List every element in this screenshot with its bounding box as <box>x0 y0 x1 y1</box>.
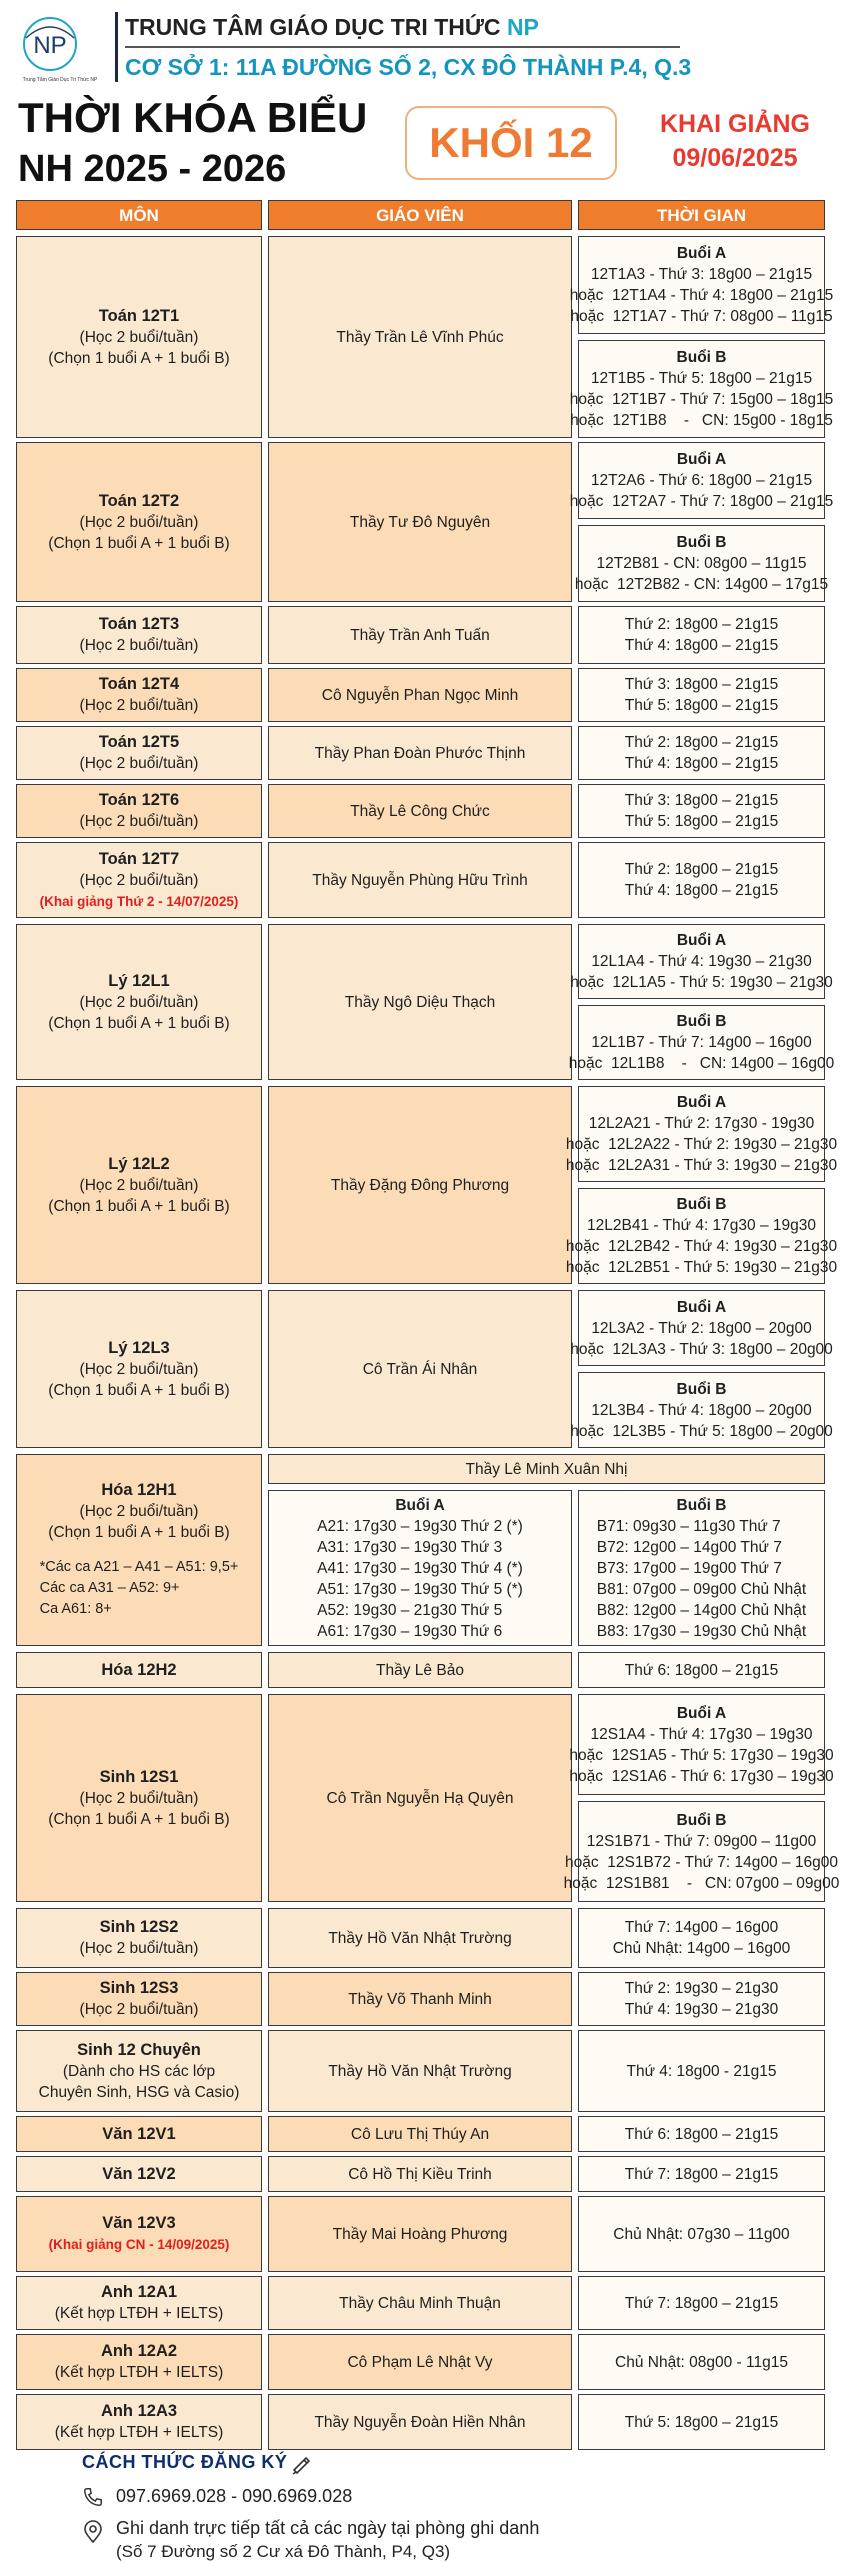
subject-cell <box>16 2334 262 2390</box>
phone-numbers: 097.6969.028 - 090.6969.028 <box>116 2486 353 2506</box>
teacher-cell <box>268 784 572 838</box>
class-sessions: (Học 2 buổi/tuần) (Chọn 1 buổi A + 1 buổi B) <box>48 993 230 1032</box>
location-pin-icon <box>82 2520 104 2544</box>
teacher-name: Cô Phạm Lê Nhật Vy <box>347 2353 493 2371</box>
subject-cell <box>16 236 262 438</box>
subject-cell <box>16 2030 262 2112</box>
handshake-pen-icon <box>290 2452 314 2476</box>
session-times: 12L3B4 - Thứ 4: 18g00 – 20g00 hoặc 12L3B5 - Thứ 5: 18g00 – 20g00 <box>570 1401 833 1440</box>
time-cell-session-a <box>570 924 833 999</box>
opening-note: (Khai giảng Thứ 2 - 14/07/2025) <box>39 893 239 909</box>
teacher-name: Thầy Lê Bảo <box>376 1661 464 1679</box>
time-cell <box>578 2030 825 2112</box>
time-cell <box>578 2394 825 2450</box>
subject-cell <box>16 668 262 722</box>
session-title: Buổi A <box>676 1094 727 1111</box>
class-sessions: (Kết hợp LTĐH + IELTS) <box>54 2424 224 2441</box>
class-time: Chủ Nhật: 08g00 - 11g15 <box>615 2353 788 2371</box>
branch-address: CƠ SỞ 1: 11A ĐƯỜNG SỐ 2, CX ĐÔ THÀNH P.4, Q.3 <box>125 54 692 80</box>
session-times: B71: 09g30 – 11g30 Thứ 7 B72: 12g00 – 14g00 Thứ 7 B73: 17g00 – 19g00 Thứ 7 B81: 07g00 – 09g00 Chủ Nhật B82: 12g00 – 14g00 Chủ Nhật B83: 17g30 – 19g30 Chủ Nhật <box>596 1517 807 1640</box>
subject-cell <box>16 1086 262 1284</box>
class-name: Toán 12T1 <box>98 306 180 325</box>
session-title: Buổi A <box>676 451 727 468</box>
time-cell-session-a <box>565 1086 838 1182</box>
teacher-cell <box>268 668 572 722</box>
teacher-cell <box>268 2196 572 2272</box>
class-name: Văn 12V2 <box>102 2164 176 2183</box>
teacher-cell <box>268 1454 825 1484</box>
teacher-cell <box>268 1290 572 1448</box>
teacher-name: Cô Trần Ái Nhân <box>362 1360 478 1378</box>
class-sessions: (Học 2 buổi/tuần) <box>79 755 199 772</box>
page-header <box>0 0 841 200</box>
time-cell-session-a <box>569 442 834 519</box>
teacher-name: Thầy Châu Minh Thuận <box>339 2294 501 2312</box>
session-title: Buổi B <box>676 1811 727 1829</box>
subject-cell <box>16 1454 262 1646</box>
class-sessions: (Học 2 buổi/tuần) (Chọn 1 buổi A + 1 buổi B) <box>48 1176 230 1215</box>
session-times: 12S1B71 - Thứ 7: 09g00 – 11g00 hoặc 12S1B72 - Thứ 7: 14g00 – 16g00 hoặc 12S1B81 - CN: 07g00 – 09g00 <box>563 1832 840 1892</box>
session-times: 12T1A3 - Thứ 3: 18g00 – 21g15 hoặc 12T1A4 - Thứ 4: 18g00 – 21g15 hoặc 12T1A7 - Thứ 7: 08g00 – 11g15 <box>569 266 834 325</box>
subject-cell <box>16 924 262 1080</box>
time-cell <box>578 1972 825 2026</box>
class-name: Hóa 12H1 <box>101 1481 177 1499</box>
session-title: Buổi A <box>676 245 727 262</box>
session-title: Buổi A <box>676 932 727 949</box>
class-time: Thứ 2: 18g00 – 21g15 Thứ 4: 18g00 – 21g15 <box>624 861 779 899</box>
class-time: Thứ 2: 18g00 – 21g15 Thứ 4: 18g00 – 21g15 <box>624 616 779 654</box>
class-name: Anh 12A3 <box>100 2402 178 2420</box>
session-title: Buổi A <box>676 1298 727 1316</box>
subject-cell <box>16 1908 262 1968</box>
time-cell <box>578 2196 825 2272</box>
subject-cell <box>16 2196 262 2272</box>
class-time: Thứ 6: 18g00 – 21g15 <box>624 2125 779 2143</box>
class-name: Lý 12L2 <box>108 1154 170 1173</box>
column-header <box>16 200 262 230</box>
subject-cell <box>16 726 262 780</box>
class-name: Toán 12T5 <box>98 733 180 751</box>
teacher-cell <box>268 236 572 438</box>
time-cell <box>578 726 825 780</box>
time-cell-session-a <box>570 1290 833 1366</box>
session-times: 12S1A4 - Thứ 4: 17g30 – 19g30 hoặc 12S1A5 - Thứ 5: 17g30 – 19g30 hoặc 12S1A6 - Thứ 6: 17g30 – 19g30 <box>569 1725 834 1785</box>
phone-icon <box>82 2486 104 2508</box>
class-sessions: (Học 2 buổi/tuần) <box>79 1940 199 1957</box>
session-title: Buổi B <box>676 1196 727 1213</box>
session-title: Buổi A <box>395 1496 445 1514</box>
teacher-name: Thầy Nguyễn Đoàn Hiền Nhân <box>314 2413 526 2431</box>
teacher-cell <box>268 1694 572 1902</box>
teacher-cell <box>268 2276 572 2330</box>
registration-location: (Số 7 Đường số 2 Cư xá Đô Thành, P4, Q3) <box>116 2542 451 2561</box>
teacher-name: Thầy Nguyễn Phùng Hữu Trình <box>312 871 528 889</box>
class-time: Thứ 3: 18g00 – 21g15 Thứ 5: 18g00 – 21g15 <box>624 676 779 714</box>
class-time: Thứ 2: 19g30 – 21g30 Thứ 4: 19g30 – 21g30 <box>624 1980 779 2018</box>
session-times: 12T1B5 - Thứ 5: 18g00 – 21g15 hoặc 12T1B7 - Thứ 7: 15g00 – 18g15 hoặc 12T1B8 - CN: 15g00 - 18g15 <box>569 370 834 429</box>
time-cell-session-b <box>569 340 834 438</box>
class-time: Thứ 5: 18g00 – 21g15 <box>624 2413 779 2431</box>
teacher-name: Thầy Hồ Văn Nhật Trường <box>328 1929 512 1947</box>
column-header <box>578 200 825 230</box>
subject-cell <box>16 442 262 602</box>
time-cell-session-a <box>268 1490 572 1646</box>
class-time: Chủ Nhật: 07g30 – 11g00 <box>613 2225 790 2243</box>
class-name: Toán 12T4 <box>98 675 180 693</box>
time-cell <box>578 1652 825 1688</box>
class-time: Thứ 7: 18g00 – 21g15 <box>624 2294 779 2312</box>
teacher-cell <box>268 842 572 918</box>
class-sessions: (Học 2 buổi/tuần) <box>79 697 199 714</box>
subject-cell <box>16 1652 262 1688</box>
time-cell <box>578 668 825 722</box>
teacher-name: Thầy Ngô Diệu Thạch <box>344 993 496 1011</box>
class-name: Sinh 12S1 <box>99 1767 179 1786</box>
subject-cell <box>16 784 262 838</box>
class-sessions: (Học 2 buổi/tuần) <box>79 2001 199 2018</box>
column-header-label: THỜI GIAN <box>656 205 747 225</box>
class-sessions: (Học 2 buổi/tuần) (Chọn 1 buổi A + 1 buổi B) <box>48 1503 230 1541</box>
time-cell-session-b <box>578 1490 825 1646</box>
class-time: Thứ 2: 18g00 – 21g15 Thứ 4: 18g00 – 21g15 <box>624 734 779 772</box>
teacher-cell <box>268 1972 572 2026</box>
school-year: NH 2025 - 2026 <box>18 148 287 190</box>
opening-note: (Khai giảng CN - 14/09/2025) <box>48 2237 230 2252</box>
teacher-cell <box>268 606 572 664</box>
session-times: 12L3A2 - Thứ 2: 18g00 – 20g00 hoặc 12L3A3 - Thứ 3: 18g00 – 20g00 <box>570 1319 833 1358</box>
teacher-name: Thầy Phan Đoàn Phước Thịnh <box>314 744 526 762</box>
class-name: Toán 12T6 <box>98 791 180 809</box>
subject-cell <box>16 2116 262 2152</box>
class-name: Toán 12T2 <box>98 491 180 510</box>
center-name: TRUNG TÂM GIÁO DỤC TRI THỨC NP <box>125 14 539 40</box>
teacher-name: Thầy Mai Hoàng Phương <box>332 2225 508 2243</box>
teacher-name: Thầy Trần Anh Tuấn <box>350 626 490 644</box>
class-name: Hóa 12H2 <box>101 1660 177 1679</box>
teacher-cell <box>268 2394 572 2450</box>
time-cell <box>578 2276 825 2330</box>
class-name: Sinh 12 Chuyên <box>77 2040 201 2059</box>
subject-cell <box>16 1694 262 1902</box>
session-times: 12L2A21 - Thứ 2: 17g30 - 19g30 hoặc 12L2A22 - Thứ 2: 19g30 – 21g30 hoặc 12L2A31 - Thứ 3: 19g30 – 21g30 <box>565 1115 838 1174</box>
session-title: Buổi B <box>676 1013 727 1030</box>
class-time: Thứ 6: 18g00 – 21g15 <box>624 1661 779 1679</box>
time-cell <box>578 842 825 918</box>
teacher-cell <box>268 2156 572 2192</box>
registration-title: CÁCH THỨC ĐĂNG KÝ <box>82 2452 288 2472</box>
teacher-cell <box>268 1652 572 1688</box>
class-sessions: (Học 2 buổi/tuần) (Chọn 1 buổi A + 1 buổi B) <box>48 1789 230 1828</box>
class-name: Sinh 12S3 <box>99 1979 179 1997</box>
session-times: 12T2B81 - CN: 08g00 – 11g15 hoặc 12T2B82 - CN: 14g00 – 17g15 <box>574 555 829 593</box>
class-name: Văn 12V3 <box>102 2214 176 2232</box>
grade-requirements: *Các ca A21 – A41 – A51: 9,5+ Các ca A31 – A52: 9+ Ca A61: 8+ <box>39 1559 239 1617</box>
time-cell <box>578 784 825 838</box>
teacher-name: Thầy Hồ Văn Nhật Trường <box>328 2062 512 2080</box>
class-sessions: (Học 2 buổi/tuần) <box>79 637 199 654</box>
time-cell <box>578 2334 825 2390</box>
registration-address: Ghi danh trực tiếp tất cả các ngày tại phòng ghi danh <box>116 2518 540 2538</box>
class-name: Toán 12T3 <box>98 615 180 633</box>
teacher-name: Thầy Trần Lê Vĩnh Phúc <box>336 328 504 346</box>
class-name: Sinh 12S2 <box>99 1918 179 1936</box>
session-title: Buổi B <box>676 1380 727 1398</box>
header-divider <box>115 12 118 82</box>
session-times: A21: 17g30 – 19g30 Thứ 2 (*) A31: 17g30 – 19g30 Thứ 3 A41: 17g30 – 19g30 Thứ 4 (*) A51: 17g30 – 19g30 Thứ 5 (*) A52: 19g30 – 21g30 Thứ 5 A61: 17g30 – 19g30 Thứ 6 <box>317 1517 523 1640</box>
class-sessions: (Kết hợp LTĐH + IELTS) <box>54 2305 224 2322</box>
column-header-label: MÔN <box>119 205 159 225</box>
header-rule <box>125 46 680 48</box>
teacher-cell <box>268 442 572 602</box>
time-cell <box>578 2116 825 2152</box>
page-title: THỜI KHÓA BIỂU <box>18 94 368 141</box>
np-logo <box>12 12 108 84</box>
class-time: Thứ 7: 14g00 – 16g00 Chủ Nhật: 14g00 – 16g00 <box>612 1919 791 1957</box>
column-header <box>268 200 572 230</box>
time-cell <box>578 2156 825 2192</box>
teacher-name: Thầy Tư Đô Nguyên <box>349 513 491 531</box>
session-title: Buổi A <box>676 1704 727 1722</box>
class-name: Anh 12A2 <box>100 2342 178 2360</box>
class-sessions: (Học 2 buổi/tuần) <box>79 813 199 830</box>
teacher-cell <box>268 726 572 780</box>
teacher-cell <box>268 1086 572 1284</box>
subject-cell <box>16 2156 262 2192</box>
class-sessions: (Kết hợp LTĐH + IELTS) <box>54 2364 224 2381</box>
time-cell-session-b <box>574 525 829 602</box>
class-time: Thứ 3: 18g00 – 21g15 Thứ 5: 18g00 – 21g15 <box>624 792 779 830</box>
registration-footer <box>0 2444 841 2560</box>
subject-cell <box>16 1972 262 2026</box>
teacher-name: Thầy Võ Thanh Minh <box>348 1990 492 2008</box>
subject-cell <box>16 2394 262 2450</box>
subject-cell <box>16 606 262 664</box>
teacher-cell <box>268 2030 572 2112</box>
session-title: Buổi B <box>676 349 727 366</box>
class-sessions: (Dành cho HS các lớp Chuyên Sinh, HSG và Casio) <box>38 2062 240 2101</box>
class-sessions: (Học 2 buổi/tuần) (Chọn 1 buổi A + 1 buổi B) <box>48 513 230 552</box>
svg-text:NP: NP <box>33 32 67 59</box>
session-times: 12L1A4 - Thứ 4: 19g30 – 21g30 hoặc 12L1A5 - Thứ 5: 19g30 – 21g30 <box>570 953 833 991</box>
class-time: Thứ 4: 18g00 - 21g15 <box>626 2062 777 2080</box>
session-times: 12T2A6 - Thứ 6: 18g00 – 21g15 hoặc 12T2A7 - Thứ 7: 18g00 – 21g15 <box>569 472 834 510</box>
grade-badge: KHỐI 12 <box>405 106 617 180</box>
class-name: Toán 12T7 <box>98 849 180 868</box>
opening-label: KHAI GIẢNG <box>660 110 810 138</box>
teacher-name: Thầy Lê Minh Xuân Nhị <box>465 1460 628 1478</box>
class-name: Văn 12V1 <box>102 2124 176 2143</box>
time-cell-session-b <box>563 1801 840 1902</box>
time-cell-session-a <box>569 236 834 334</box>
class-name: Anh 12A1 <box>100 2283 178 2301</box>
time-cell <box>578 606 825 664</box>
teacher-cell <box>268 2116 572 2152</box>
teacher-cell <box>268 924 572 1080</box>
teacher-cell <box>268 1908 572 1968</box>
time-cell-session-b <box>570 1372 833 1448</box>
teacher-name: Cô Hồ Thị Kiều Trinh <box>348 2165 492 2183</box>
subject-cell <box>16 1290 262 1448</box>
teacher-name: Cô Nguyễn Phan Ngọc Minh <box>321 686 519 704</box>
class-time: Thứ 7: 18g00 – 21g15 <box>624 2165 779 2183</box>
subject-cell <box>16 2276 262 2330</box>
teacher-name: Cô Lưu Thị Thúy An <box>350 2125 490 2143</box>
teacher-name: Cô Trần Nguyễn Hạ Quyên <box>326 1789 514 1807</box>
session-times: 12L2B41 - Thứ 4: 17g30 – 19g30 hoặc 12L2B42 - Thứ 4: 19g30 – 21g30 hoặc 12L2B51 - Thứ 5: 19g30 – 21g30 <box>565 1217 838 1276</box>
time-cell-session-b <box>565 1188 838 1284</box>
column-header-label: GIÁO VIÊN <box>376 205 464 225</box>
session-title: Buổi B <box>676 534 727 551</box>
teacher-name: Thầy Đặng Đông Phương <box>330 1176 510 1194</box>
time-cell <box>578 1908 825 1968</box>
svg-text:Trung Tâm Giáo Dục Tri Thức NP: Trung Tâm Giáo Dục Tri Thức NP <box>22 77 98 83</box>
class-name: Lý 12L1 <box>108 971 170 990</box>
class-sessions: (Học 2 buổi/tuần) <box>79 871 199 889</box>
opening-date: 09/06/2025 <box>672 144 798 172</box>
class-sessions: (Học 2 buổi/tuần) (Chọn 1 buổi A + 1 buổi B) <box>48 1360 230 1399</box>
time-cell-session-a <box>569 1694 834 1795</box>
teacher-name: Thầy Lê Công Chức <box>350 802 490 820</box>
schedule-table <box>16 200 840 2442</box>
subject-cell <box>16 842 262 918</box>
session-times: 12L1B7 - Thứ 7: 14g00 – 16g00 hoặc 12L1B8 - CN: 14g00 – 16g00 <box>568 1034 835 1072</box>
class-sessions: (Học 2 buổi/tuần) (Chọn 1 buổi A + 1 buổi B) <box>48 328 230 367</box>
time-cell-session-b <box>568 1005 835 1080</box>
teacher-cell <box>268 2334 572 2390</box>
class-name: Lý 12L3 <box>108 1338 170 1357</box>
session-title: Buổi B <box>676 1496 727 1514</box>
